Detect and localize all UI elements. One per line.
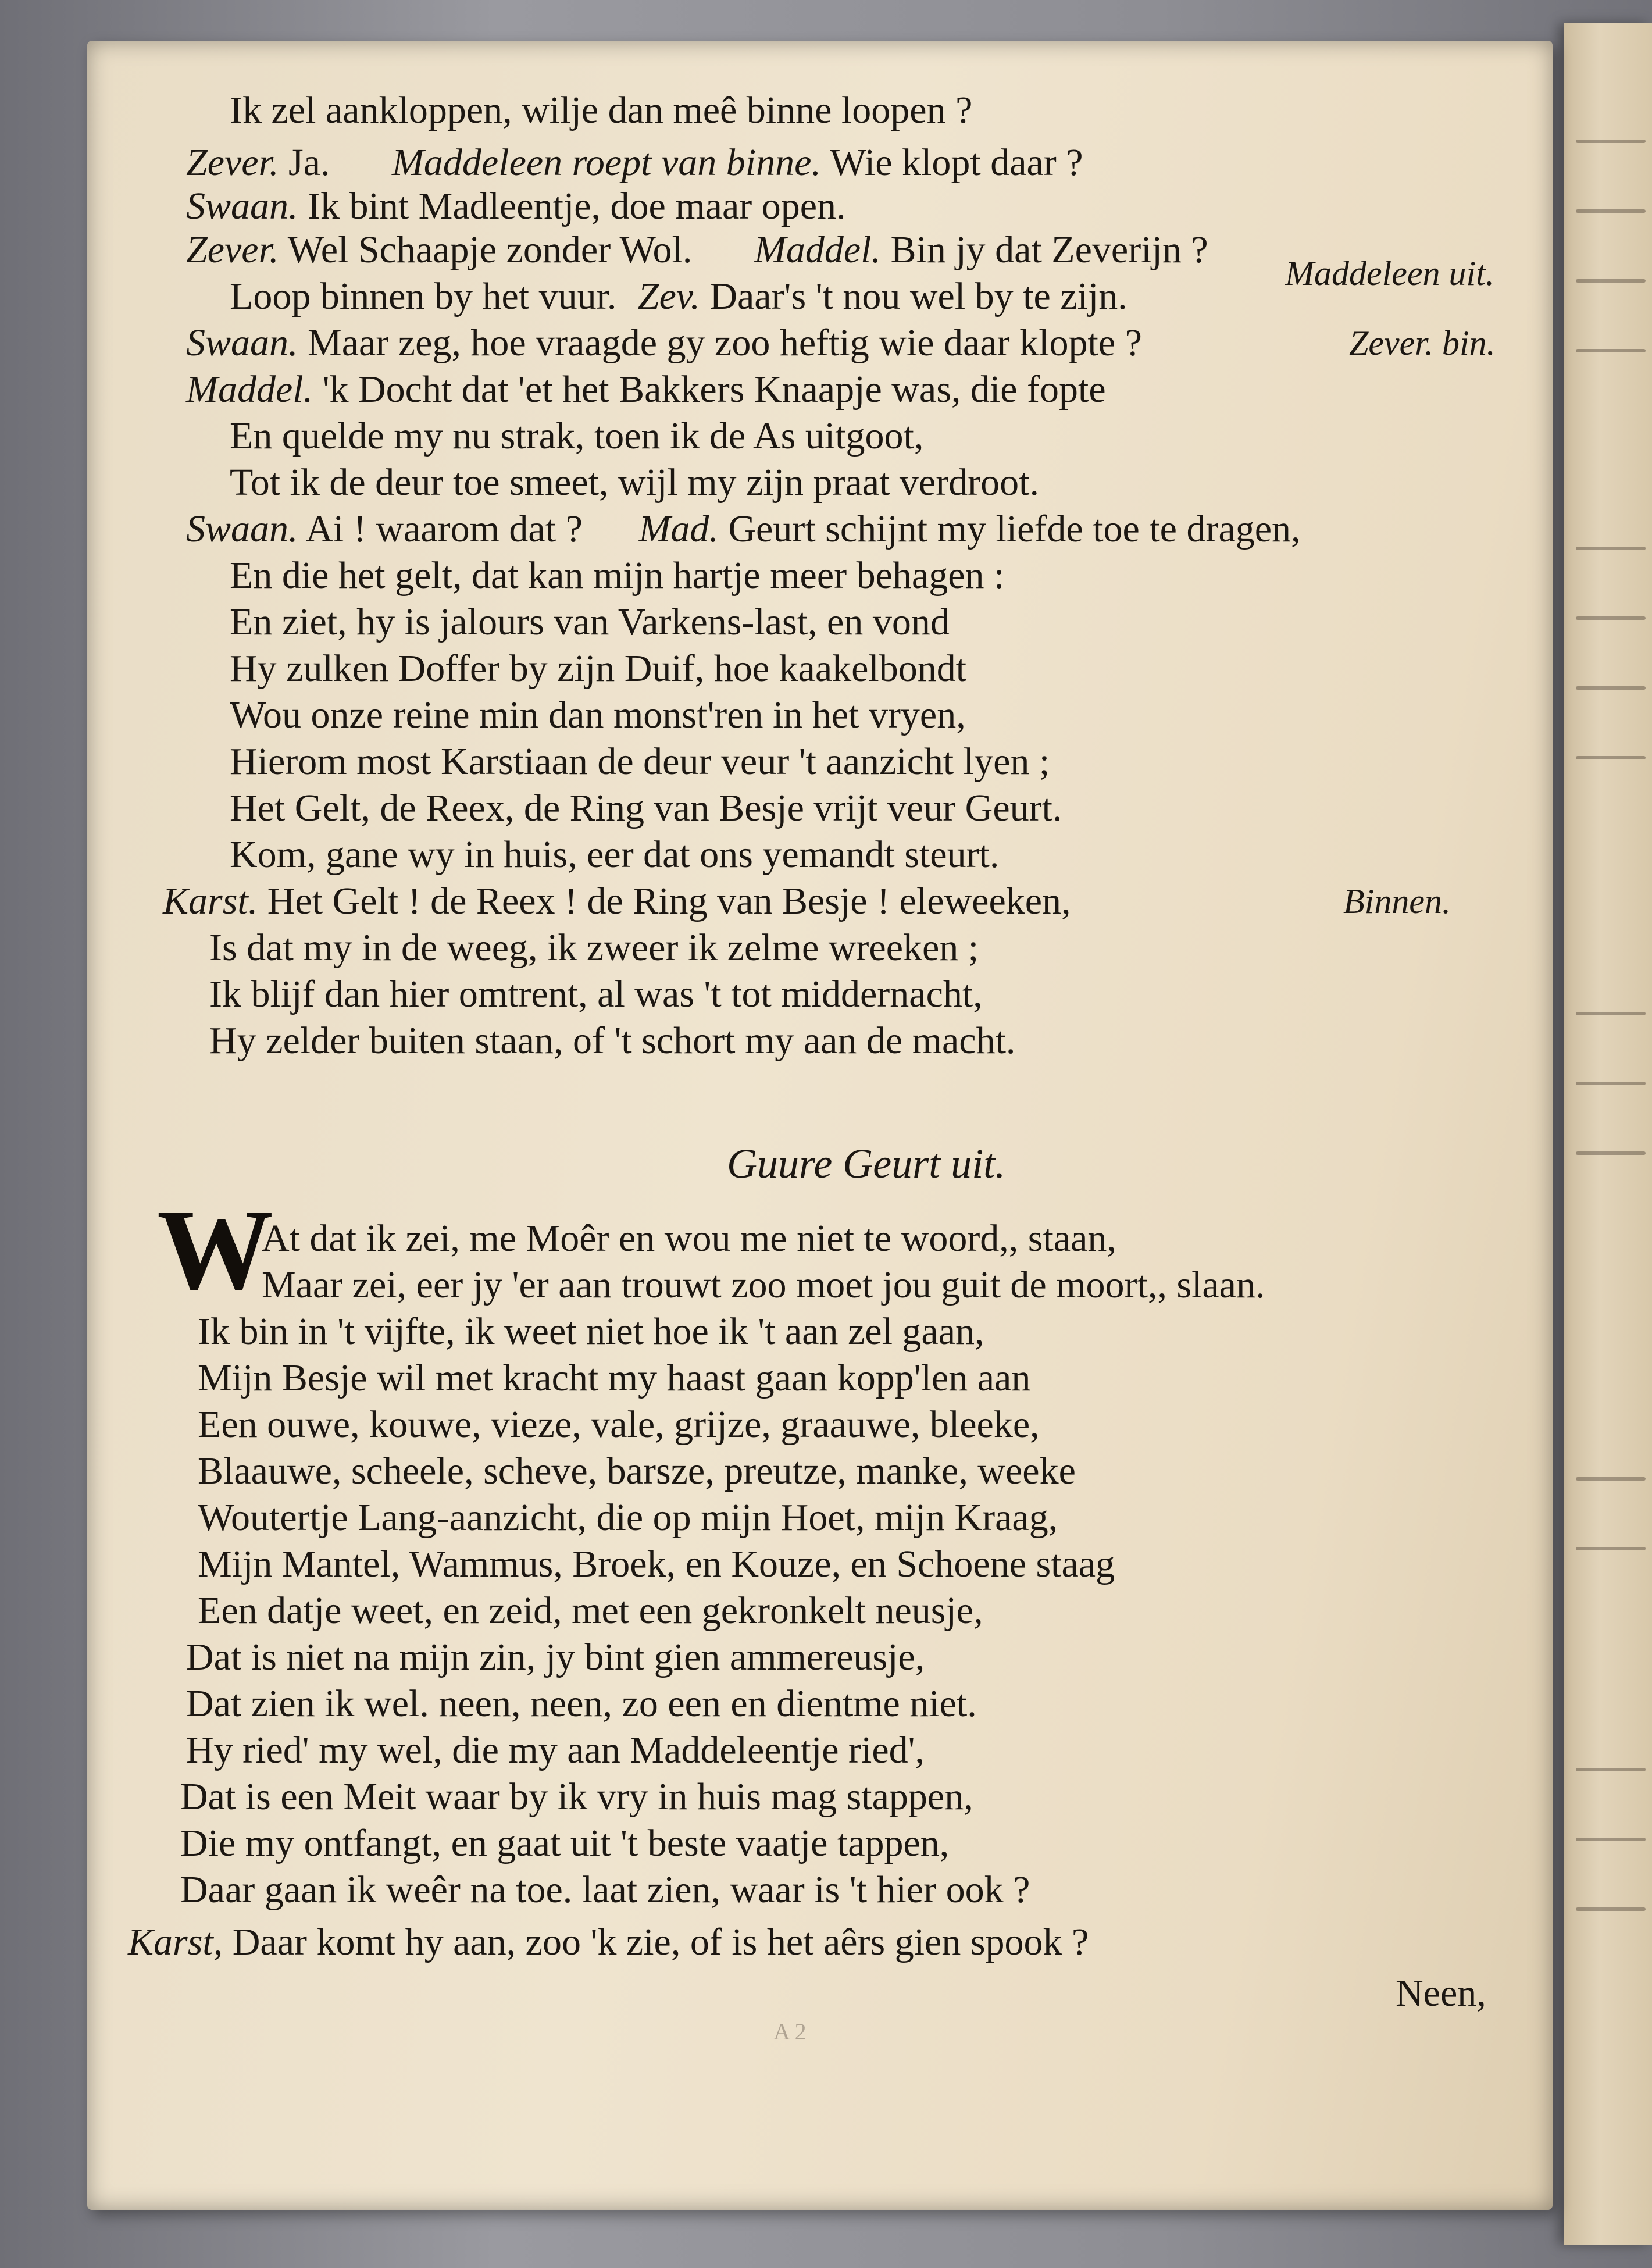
stage-direction: Maddeleen uit. bbox=[1285, 254, 1494, 293]
speaker-name: Zev. bbox=[637, 275, 700, 318]
verse-line: Mijn Besje wil met kracht my haast gaan kopp'len aan bbox=[198, 1357, 1031, 1399]
drop-cap: W bbox=[157, 1186, 273, 1314]
verse-line: Hy zulken Doffer by zijn Duif, hoe kaakelbondt bbox=[230, 647, 967, 690]
speaker-name: Maddel. bbox=[754, 229, 881, 271]
verse-line: Swaan. Ik bint Madleentje, doe maar open. bbox=[186, 185, 846, 227]
verse-line: En die het gelt, dat kan mijn hartje meer behagen : bbox=[230, 554, 1005, 597]
verse-line: Woutertje Lang-aanzicht, die op mijn Hoet, mijn Kraag, bbox=[198, 1496, 1058, 1539]
stage-direction: Binnen. bbox=[1343, 882, 1451, 921]
speaker-name: Swaan. bbox=[186, 322, 298, 364]
speaker-name: Karst, bbox=[128, 1921, 223, 1963]
verse-line: Mijn Mantel, Wammus, Broek, en Kouze, en Schoene staag bbox=[198, 1543, 1115, 1585]
verse-line: Daar gaan ik weêr na toe. laat zien, waar is 't hier ook ? bbox=[180, 1868, 1030, 1911]
verse-line: Zever. Ja. Maddeleen roept van binne. Wie klopt daar ? bbox=[186, 141, 1083, 184]
verse-line: Is dat my in de weeg, ik zweer ik zelme wreeken ; bbox=[209, 926, 979, 969]
verse-line: At dat ik zei, me Moêr en wou me niet te woord,, staan, bbox=[262, 1217, 1116, 1260]
verse-line: Zever. Wel Schaapje zonder Wol. Maddel. Bin jy dat Zeverijn ? bbox=[186, 229, 1208, 271]
verse-line: Dat zien ik wel. neen, neen, zo een en dientme niet. bbox=[186, 1682, 977, 1725]
verse-line: Karst, Daar komt hy aan, zoo 'k zie, of is het aêrs gien spook ? bbox=[128, 1921, 1089, 1963]
verse-line: Blaauwe, scheele, scheve, barsze, preutze, manke, weeke bbox=[198, 1450, 1076, 1492]
verse-line: Die my ontfangt, en gaat uit 't beste vaatje tappen, bbox=[180, 1822, 950, 1864]
verse-line: Hy zelder buiten staan, of 't schort my aan de macht. bbox=[209, 1019, 1016, 1062]
stage-direction: Maddeleen roept van binne. bbox=[391, 141, 821, 184]
facing-page-edge bbox=[1564, 23, 1652, 2245]
verse-line: Dat is een Meit waar by ik vry in huis mag stappen, bbox=[180, 1775, 973, 1818]
verse-line: Loop binnen by het vuur. Zev. Daar's 't nou wel by te zijn. bbox=[230, 275, 1128, 318]
verse-line: En quelde my nu strak, toen ik de As uitgoot, bbox=[230, 415, 924, 457]
speaker-name: Swaan. bbox=[186, 185, 298, 227]
speaker-name: Maddel. bbox=[186, 368, 313, 411]
verse-line: Een datje weet, en zeid, met een gekronkelt neusje, bbox=[198, 1589, 983, 1632]
speaker-name: Zever. bbox=[186, 141, 279, 184]
scene-heading: Guure Geurt uit. bbox=[727, 1140, 1006, 1187]
verse-line: Ik blijf dan hier omtrent, al was 't tot middernacht, bbox=[209, 973, 983, 1015]
verse-line: Ik bin in 't vijfte, ik weet niet hoe ik 't aan zel gaan, bbox=[198, 1310, 984, 1353]
verse-line: Wou onze reine min dan monst'ren in het vryen, bbox=[230, 694, 966, 736]
verse-line: Maar zei, eer jy 'er aan trouwt zoo moet jou guit de moort,, slaan. bbox=[262, 1264, 1265, 1306]
stage-direction: Zever. bin. bbox=[1349, 324, 1496, 362]
verse-line: Hierom most Karstiaan de deur veur 't aanzicht lyen ; bbox=[230, 740, 1050, 783]
speaker-name: Karst. bbox=[163, 880, 258, 922]
speaker-name: Swaan. bbox=[186, 508, 298, 550]
verse-line: Ik zel aankloppen, wilje dan meê binne loopen ? bbox=[230, 89, 973, 131]
signature-mark: A 2 bbox=[773, 2019, 807, 2045]
speaker-name: Mad. bbox=[638, 508, 719, 550]
verse-line: Het Gelt, de Reex, de Ring van Besje vrijt veur Geurt. bbox=[230, 787, 1062, 829]
verse-line: Swaan. Maar zeg, hoe vraagde gy zoo heftig wie daar klopte ? bbox=[186, 322, 1142, 364]
speaker-name: Zever. bbox=[186, 229, 279, 271]
catchword: Neen, bbox=[1396, 1972, 1486, 2014]
verse-line: Swaan. Ai ! waarom dat ? Mad. Geurt schijnt my liefde toe te dragen, bbox=[186, 508, 1301, 550]
verse-line: Kom, gane wy in huis, eer dat ons yemandt steurt. bbox=[230, 833, 1000, 876]
verse-line: En ziet, hy is jalours van Varkens-last, en vond bbox=[230, 601, 950, 643]
verse-line: Karst. Het Gelt ! de Reex ! de Ring van Besje ! eleweeken, bbox=[163, 880, 1071, 922]
verse-line: Een ouwe, kouwe, vieze, vale, grijze, graauwe, bleeke, bbox=[198, 1403, 1040, 1446]
verse-line: Dat is niet na mijn zin, jy bint gien ammereusje, bbox=[186, 1636, 925, 1678]
verse-line: Tot ik de deur toe smeet, wijl my zijn praat verdroot. bbox=[230, 461, 1039, 504]
verse-line: Hy ried' my wel, die my aan Maddeleentje ried', bbox=[186, 1729, 925, 1771]
page-content bbox=[87, 41, 1553, 2210]
verse-line: Maddel. 'k Docht dat 'et het Bakkers Knaapje was, die fopte bbox=[186, 368, 1106, 411]
